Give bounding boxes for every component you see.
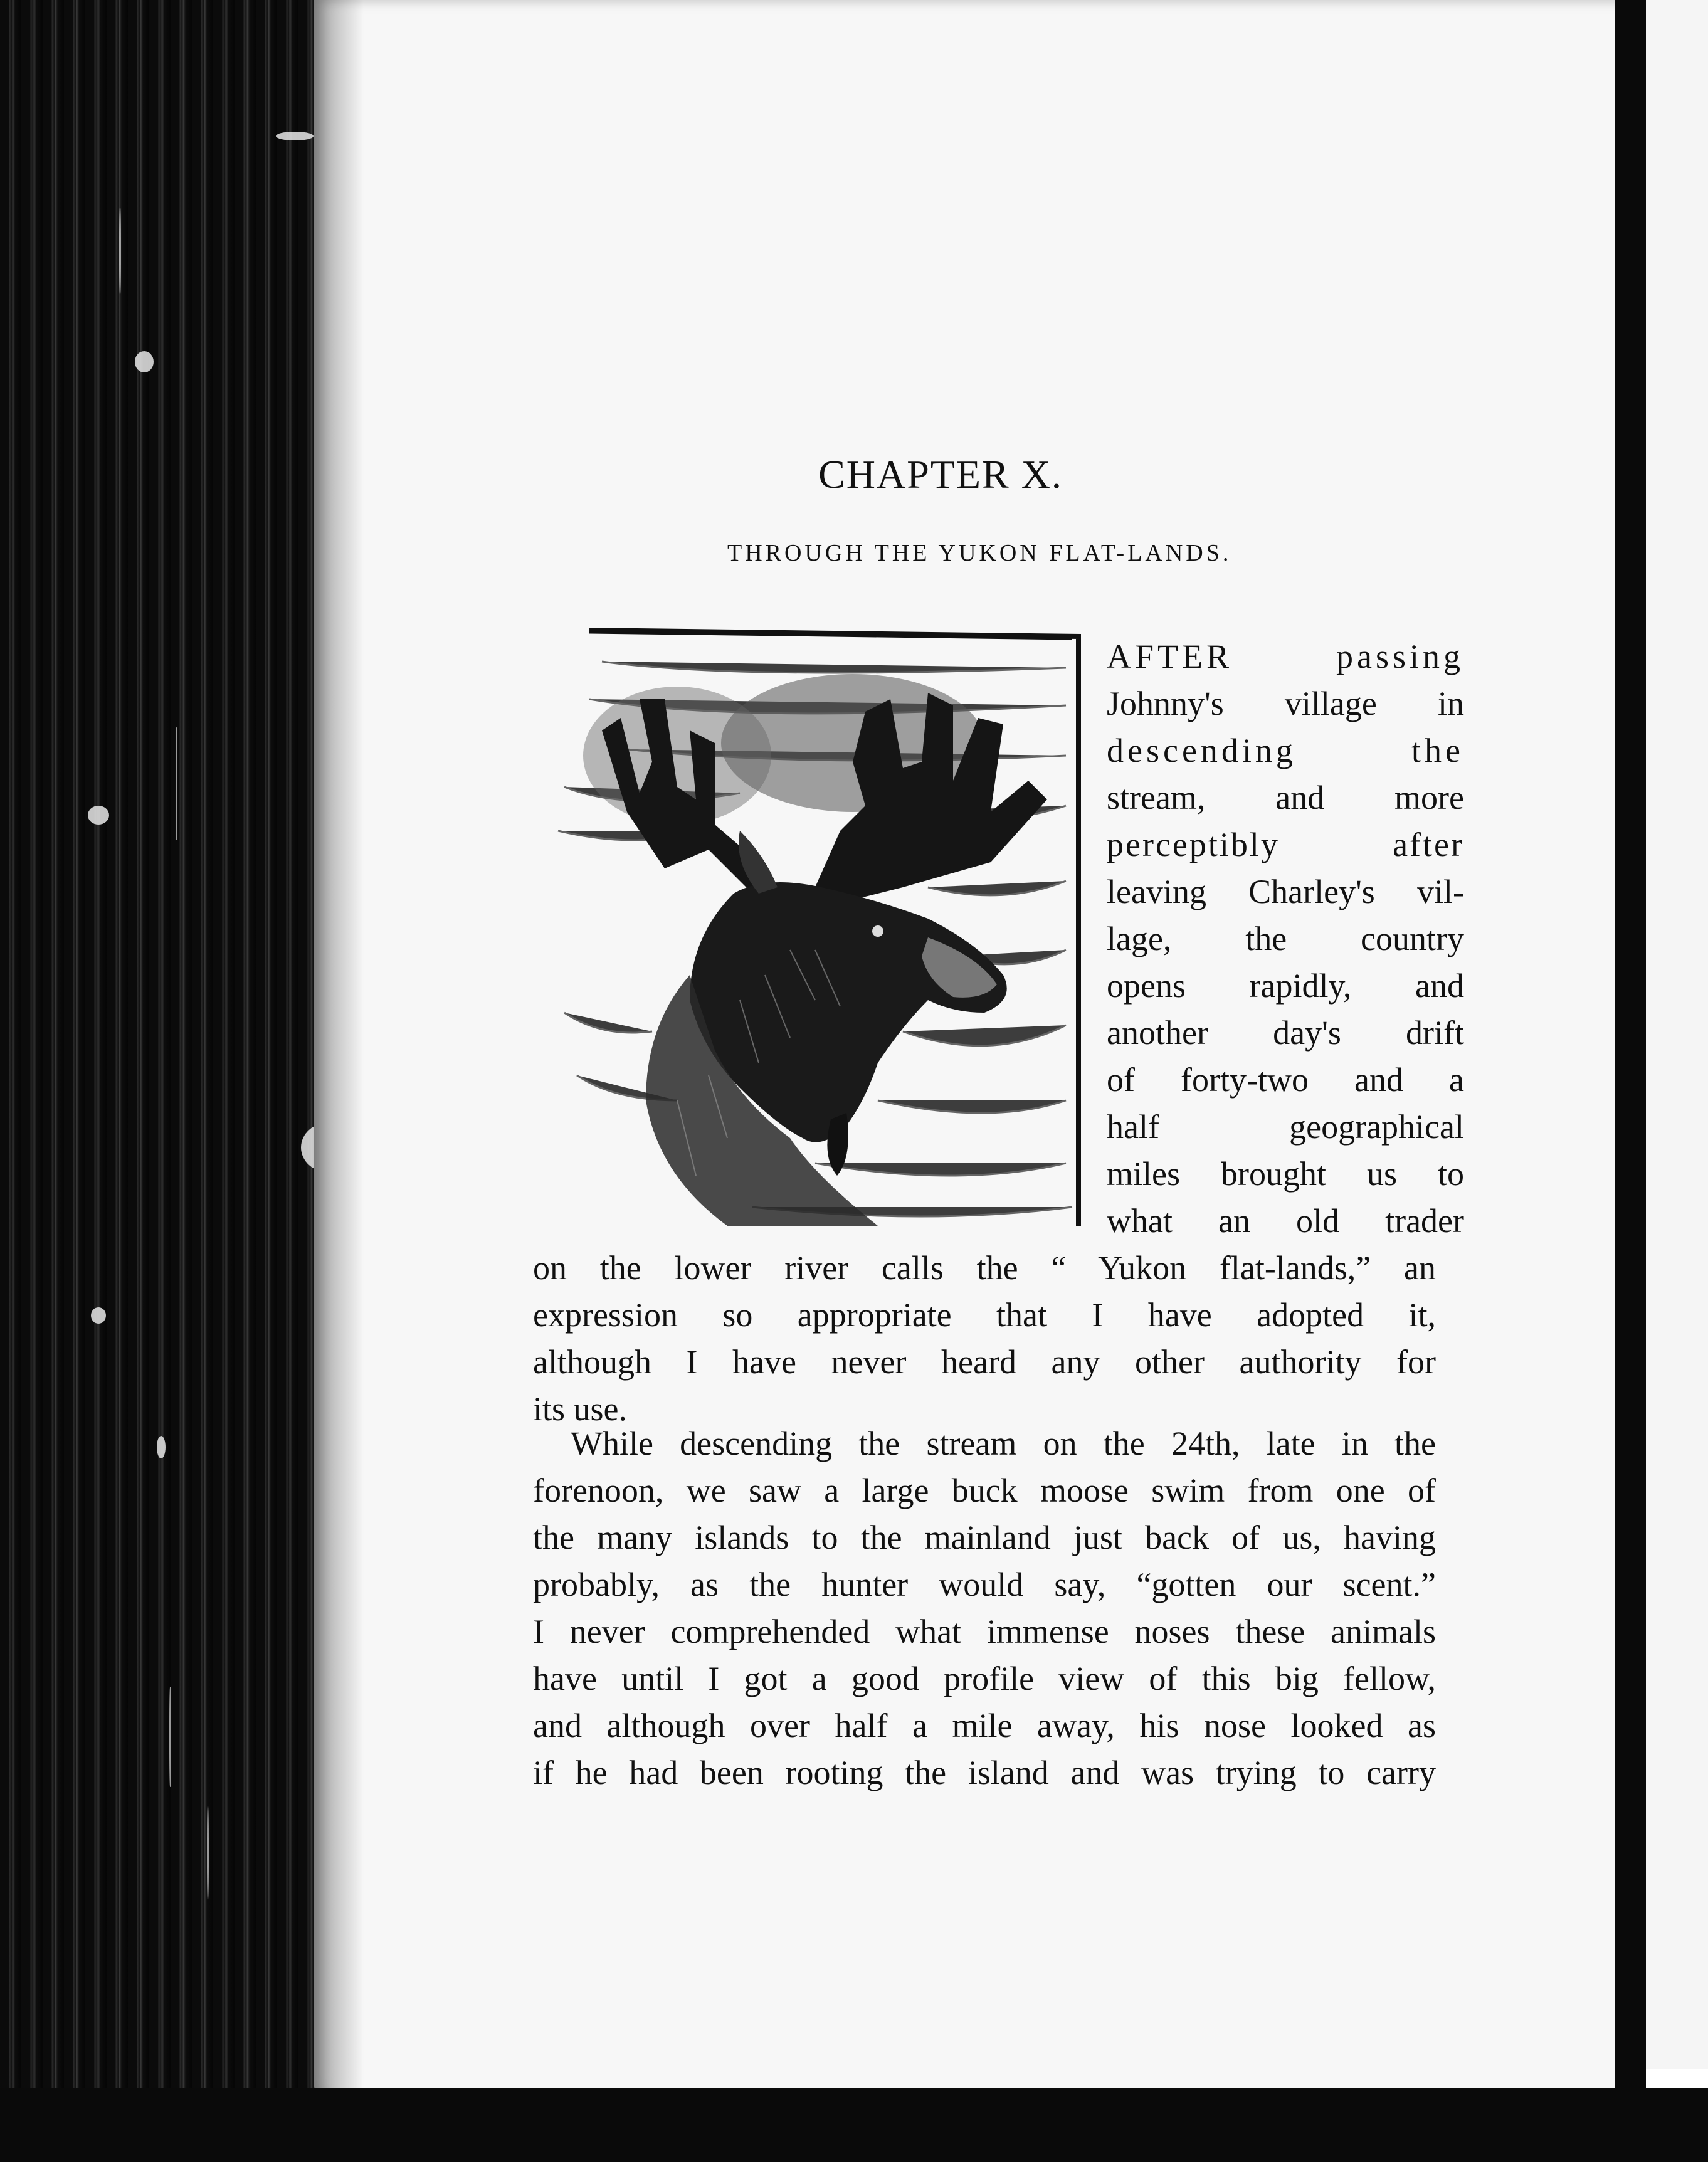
text-line: perceptibly after [1107,826,1464,863]
edge-scratch [169,1687,171,1787]
text-line: stream, and more [1107,779,1464,816]
text-line: of forty-two and a [1107,1061,1464,1099]
text-line: descending the [1107,732,1464,769]
moose-head-icon [552,624,1091,1232]
chapter-subtitle: THROUGH THE YUKON FLAT-LANDS. [727,540,1232,566]
text-line: opens rapidly, and [1107,967,1464,1005]
text-line: I never comprehended what immense noses these animals [533,1613,1436,1650]
paragraph-1-continued [533,1245,1436,1433]
edge-scratch [119,207,121,295]
chapter-title: CHAPTER X. [818,452,1063,497]
edge-speck [135,351,154,372]
text-line: its use. [533,1390,628,1428]
text-line: half geographical [1107,1108,1464,1146]
text-line: lage, the country [1107,920,1464,957]
text-line: forenoon, we saw a large buck moose swim from one of [533,1472,1436,1509]
edge-scratch [207,1806,209,1900]
edge-speck [276,132,314,140]
edge-speck [88,806,109,825]
bottom-scan-border [0,2088,1708,2162]
text-line: although I have never heard any other authority for [533,1343,1436,1381]
text-line: if he had been rooting the island and was trying to carry [533,1754,1436,1791]
right-gutter [1615,0,1646,2162]
facing-page-edge [1646,0,1708,2069]
text-line: miles brought us to [1107,1155,1464,1193]
edge-scratch [176,727,177,840]
text-line: and although over half a mile away, his nose looked as [533,1707,1436,1744]
book-page-edge [0,0,351,2162]
page-gutter-shadow [314,0,364,2107]
text-line: another day's drift [1107,1014,1464,1052]
paragraph-1-wrapped [1107,633,1464,1245]
text-line: have until I got a good profile view of this big fellow, [533,1660,1436,1697]
edge-speck [157,1436,166,1458]
text-line: AFTER passing [1107,638,1464,675]
text-line: expression so appropriate that I have adopted it, [533,1296,1436,1334]
text-line: Johnny's village in [1107,685,1464,722]
text-line: probably, as the hunter would say, “gotten our scent.” [533,1566,1436,1603]
edge-speck [91,1307,106,1324]
moose-head-illustration [552,624,1091,1232]
text-line: While descending the stream on the 24th, late in the [571,1425,1436,1462]
paragraph-2 [533,1420,1436,1796]
text-line: leaving Charley's vil- [1107,873,1464,910]
text-line: on the lower river calls the “ Yukon flat-lands,” an [533,1249,1436,1287]
text-line: the many islands to the mainland just back of us, having [533,1519,1436,1556]
text-line: what an old trader [1107,1202,1464,1240]
